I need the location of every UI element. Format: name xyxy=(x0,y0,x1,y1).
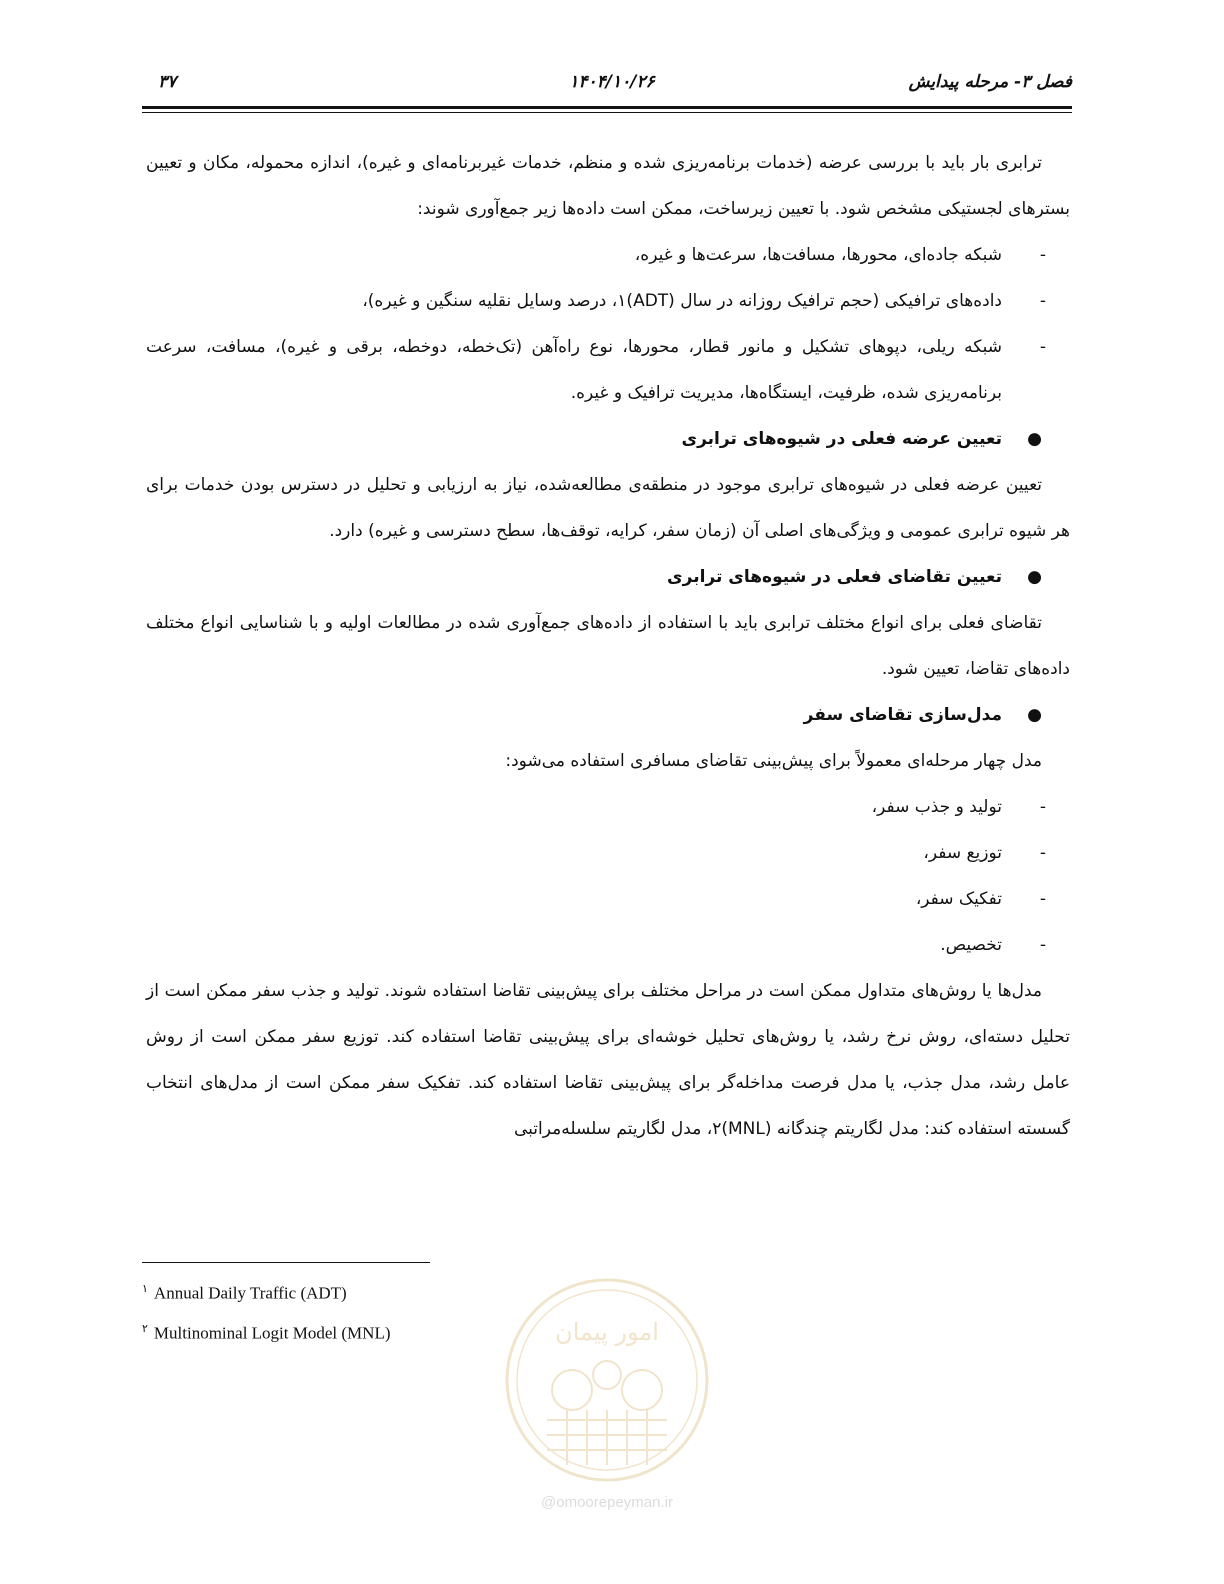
dash-marker: - xyxy=(1039,889,1046,909)
body-text xyxy=(146,140,1070,1152)
dash-list-text: تخصیص. xyxy=(940,935,1002,955)
section-heading-text: تعیین تقاضای فعلی در شیوه‌های ترابری xyxy=(667,567,1002,587)
bullet-icon: ● xyxy=(1027,567,1042,587)
bullet-icon: ● xyxy=(1027,705,1042,725)
header-rule-thin xyxy=(142,112,1072,113)
seal-icon xyxy=(492,1270,722,1490)
dash-marker: - xyxy=(1039,843,1046,863)
header-chapter-title: فصل ۳- مرحله پیدایش xyxy=(908,72,1072,92)
page-number: ۳۷ xyxy=(158,72,177,92)
dash-list-text: توزیع سفر، xyxy=(923,843,1002,863)
section-heading-text: تعیین عرضه فعلی در شیوه‌های ترابری xyxy=(681,429,1002,449)
dash-list-item xyxy=(146,232,1070,278)
dash-marker: - xyxy=(1039,245,1046,265)
section-heading xyxy=(146,416,1070,462)
dash-list-item xyxy=(146,922,1070,968)
section-heading xyxy=(146,692,1070,738)
dash-list-item xyxy=(146,278,1070,324)
dash-list-item xyxy=(146,830,1070,876)
dash-list-text: تولید و جذب سفر، xyxy=(871,797,1002,817)
paragraph: تعیین عرضه فعلی در شیوه‌های ترابری موجود در منطقه‌ی مطالعه‌شده، نیاز به ارزیابی و تحلیل در دسترس بودن خدمات برای هر شیوه ترابری عمومی و ویژگی‌های اصلی آن (زمان سفر، کرایه، توقف‌ها، سطح دسترسی و غیره) دارد. xyxy=(146,475,1070,541)
footnote-1-text: Annual Daily Traffic (ADT) xyxy=(153,1283,347,1303)
dash-list-item xyxy=(146,784,1070,830)
footnote-2-text: Multinominal Logit Model (MNL) xyxy=(153,1323,391,1343)
dash-list-text: شبکه ریلی، دپوهای تشکیل و مانور قطار، محورها، نوع راه‌آهن (تک‌خطه، دوخطه، برقی و غیره)، مسافت، سرعت برنامه‌ریزی شده، ظرفیت، ایستگاه‌ها، مدیریت ترافیک و غیره. xyxy=(146,337,1002,403)
footnote-separator xyxy=(142,1262,430,1263)
dash-marker: - xyxy=(1039,291,1046,311)
watermark-site: @omoorepeyman.ir xyxy=(541,1494,673,1511)
footnote-2-mark: ۲ xyxy=(142,1323,148,1335)
dash-marker: - xyxy=(1039,797,1046,817)
dash-marker: - xyxy=(1039,935,1046,955)
dash-list-text: تفکیک سفر، xyxy=(915,889,1002,909)
paragraph: مدل چهار مرحله‌ای معمولاً برای پیش‌بینی تقاضای مسافری استفاده می‌شود: xyxy=(505,751,1042,771)
dash-list-text: شبکه جاده‌ای، محورها، مسافت‌ها، سرعت‌ها و غیره، xyxy=(634,245,1002,265)
section-heading-text: مدل‌سازی تقاضای سفر xyxy=(803,705,1002,725)
watermark-logo xyxy=(492,1270,722,1510)
bullet-icon: ● xyxy=(1027,429,1042,449)
dash-list-item xyxy=(146,876,1070,922)
dash-marker: - xyxy=(1039,337,1046,357)
footnote-2 xyxy=(142,1322,391,1344)
footnote-1-mark: ۱ xyxy=(142,1283,148,1295)
paragraph: ترابری بار باید با بررسی عرضه (خدمات برنامه‌ریزی شده و منظم، خدمات غیربرنامه‌ای و غیره)، اندازه محموله، مکان و تعیین بسترهای لجستیکی مشخص شود. با تعیین زیرساخت، ممکن است داده‌ها زیر جمع‌آوری شوند: xyxy=(146,153,1070,219)
watermark-logo-text: امور پیمان xyxy=(555,1318,659,1346)
paragraph: تقاضای فعلی برای انواع مختلف ترابری باید با استفاده از داده‌های جمع‌آوری شده در مطالعات اولیه و با شناسایی انواع مختلف داده‌های تقاضا، تعیین شود. xyxy=(146,613,1070,679)
dash-list-item xyxy=(146,324,1070,416)
header-date: ۱۴۰۴/۱۰/۲۶ xyxy=(569,72,655,92)
dash-list-text: داده‌های ترافیکی (حجم ترافیک روزانه در سال (ADT)۱، درصد وسایل نقلیه سنگین و غیره)، xyxy=(362,291,1002,311)
footnote-1 xyxy=(142,1282,347,1304)
header-rule-thick xyxy=(142,106,1072,109)
paragraph: مدل‌ها یا روش‌های متداول ممکن است در مراحل مختلف برای پیش‌بینی تقاضا استفاده شوند. تولید و جذب سفر ممکن است از تحلیل دسته‌ای، روش نرخ رشد، یا روش‌های تحلیل خوشه‌ای برای پیش‌بینی تقاضا استفاده کند. توزیع سفر ممکن است از روش عامل رشد، مدل جذب، یا مدل فرصت مداخله‌گر برای پیش‌بینی تقاضا استفاده کند. تفکیک سفر ممکن است از مدل‌های انتخاب گسسته استفاده کند: مدل لگاریتم چندگانه (MNL)۲، مدل لگاریتم سلسله‌مراتبی xyxy=(146,981,1070,1139)
section-heading xyxy=(146,554,1070,600)
